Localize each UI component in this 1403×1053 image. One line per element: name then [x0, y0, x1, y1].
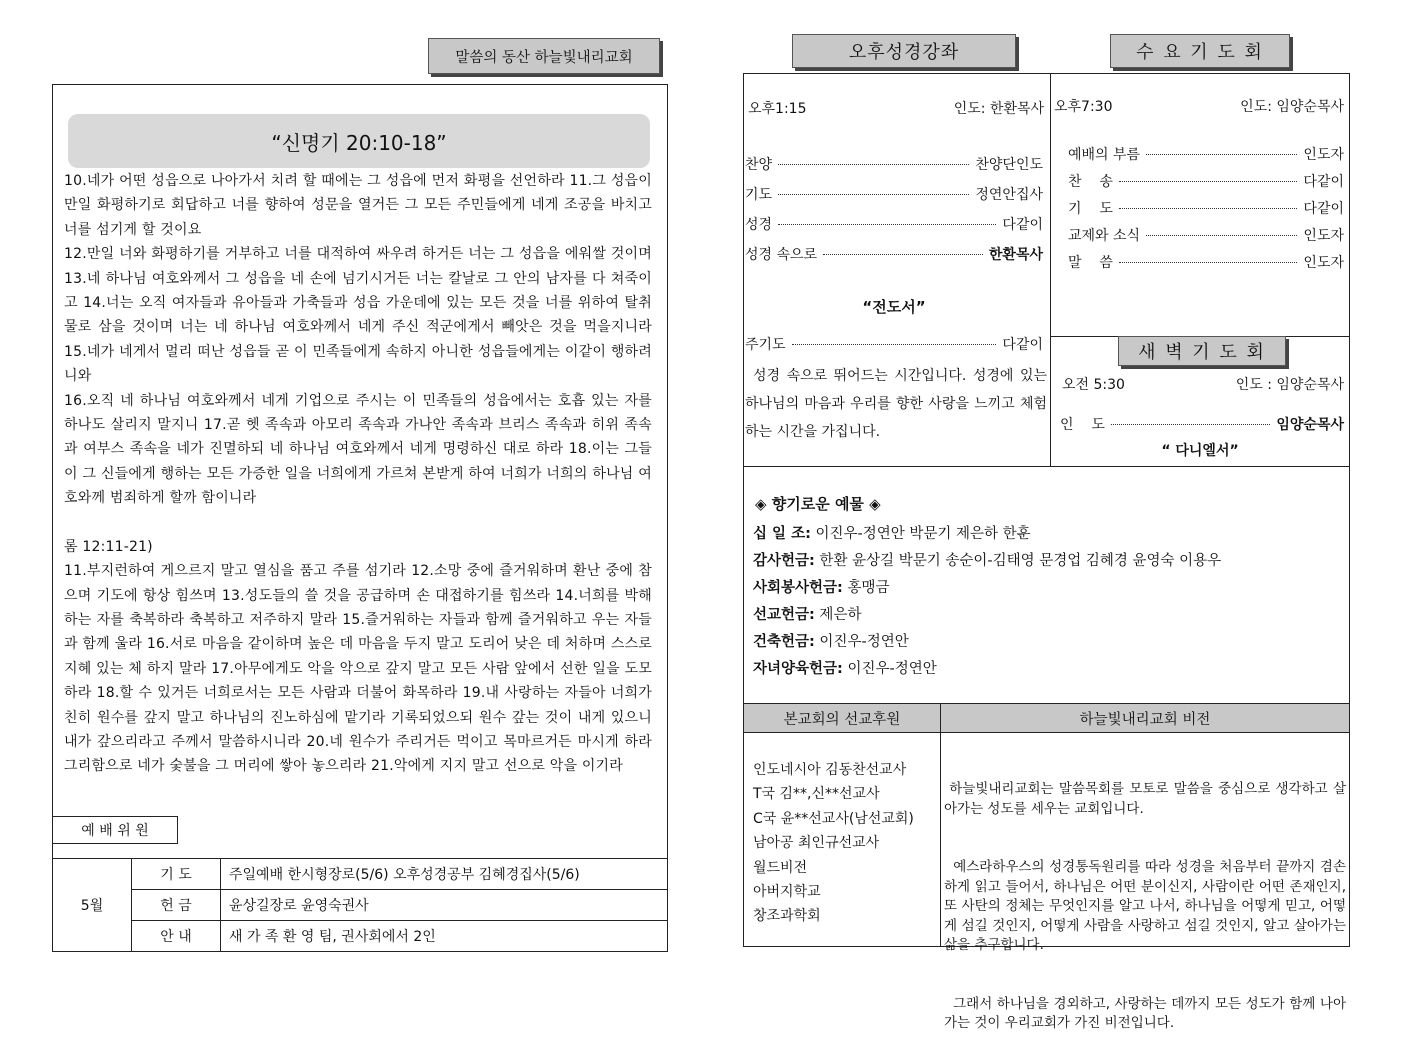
romans-text: 11.부지런하여 게으르지 말고 열심을 품고 주를 섬기라 12.소망 중에 즐거워하며 환난 중에 참으며 기도에 항상 힘쓰며 13.성도들의 쓸 것을 공급하며 손 대접하기를 힘쓰라 14.너희를 박해하는 자를 축복하라 축복하고 저주하지 말라 15.즐거워하는 자들과 함께 즐거워하고 우는 자들과 함께 울라 16.서로 마음을 같이하며 높은 데 마음을 두지 말고 도리어 낮은 데 처하며 스스로 지혜 있는 체 하지 말라 17.아무에게도 악을 악으로 갚지 말고 모든 사람 앞에서 선한 일을 도모하라 18.할 수 있거든 너희로서는 모든 사람과 더불어 화목하라 19.내 사랑하는 자들아 너희가 친히 원수를 갚지 말고 하나님의 진노하심에 맡기라 기록되었으되 원수 갚는 것이 내게 있으니 내가 갚으리라고 주께서 말씀하시니라 20.네 원수가 주리거든 먹이고 목마르거든 마시게 하라 그리함으로 네가 숯불을 그 머리에 쌓아 놓으리라 21.악에게 지지 말고 선으로 악을 이기라: [64, 563, 652, 775]
role-cell: 헌 금: [132, 890, 221, 921]
list-item: C국 윤**선교사(남선교회): [753, 810, 914, 827]
order-item: 성경 속으로 한환목사: [745, 247, 1043, 263]
wednesday-leader: 인도: 임양순목사: [1240, 99, 1344, 115]
offerings-title: ◈ 향기로운 예물 ◈: [755, 495, 881, 513]
value-cell: 윤상길장로 윤영숙권사: [221, 890, 668, 921]
list-item: 창조과학회: [753, 908, 821, 925]
order-item: 찬 송 다같이: [1068, 174, 1344, 190]
passage-1: 10.네가 어떤 성읍으로 나아가서 치려 할 때에는 그 성읍에 먼저 화평을 선언하라 11.그 성읍이 만일 화평하기로 회답하고 너를 향하여 성문을 열거든 그 모든 주민들에게 네게 조공을 바치고 너를 섬기게 할 것이요: [64, 173, 652, 238]
afternoon-description: 성경 속으로 뛰어드는 시간입니다. 성경에 있는 하나님의 마음과 우리를 향한 사랑을 느끼고 체험하는 시간을 가집니다.: [745, 368, 1047, 440]
value-cell: 주일예배 한시형장로(5/6) 오후성경공부 김혜경집사(5/6): [221, 859, 668, 890]
order-item: 찬양 찬양단인도: [745, 157, 1043, 173]
vision-header: 하늘빛내리교회 비전: [940, 703, 1350, 733]
dawn-leader: 인도 : 임양순목사: [1235, 377, 1344, 393]
vision-paragraph: 하늘빛내리교회는 말씀목회를 모토로 말씀을 중심으로 생각하고 살아가는 성도를 세우는 교회입니다.: [944, 781, 1346, 817]
scripture-text: [64, 169, 652, 779]
passage-2: 12.만일 너와 화평하기를 거부하고 너를 대적하여 싸우려 하거든 너는 그 성읍을 에워쌀 것이며 13.네 하나님 여호와께서 그 성읍을 네 손에 넘기시거든 너는 칼날로 그 안의 남자를 다 쳐죽이고 14.너는 오직 여자들과 유아들과 가축들과 성읍 가운데에 있는 모든 것을 너를 위하여 탈취물로 삼을 것이며 너는 네 하나님 여호와께서 네게 주신 적군에게서 빼앗은 것을 먹을지니라 15.네가 네게서 멀리 떠난 성읍들 곧 이 민족들에게 속하지 아니한 성읍들에게는 이같이 행하려니와: [64, 246, 652, 385]
dawn-time: 오전 5:30: [1062, 377, 1125, 393]
afternoon-book: “전도서”: [862, 298, 926, 316]
wednesday-time-row: [1054, 96, 1344, 116]
wednesday-order: [1068, 144, 1344, 279]
afternoon-time: 오후1:15: [748, 101, 807, 117]
offering-line: 감사헌금: 한환 윤상길 박문기 송순이-김태영 문경업 김혜경 윤영숙 이용우: [753, 553, 1222, 569]
dawn-prayer-header: 새 벽 기 도 회: [1118, 336, 1286, 366]
missions-header: 본교회의 선교후원: [743, 703, 941, 733]
order-item: 예배의 부름 인도자: [1068, 147, 1344, 163]
offering-line: 사회봉사헌금: 홍맹금: [753, 580, 890, 596]
dawn-time-row: [1062, 374, 1344, 394]
order-item: 기 도 다같이: [1068, 201, 1344, 217]
table-row: [53, 890, 668, 921]
panel-divider: [1050, 73, 1051, 467]
afternoon-order: [745, 154, 1043, 274]
dawn-order: 인 도 임양순목사: [1060, 417, 1344, 433]
list-item: 남아공 최인규선교사: [753, 835, 880, 852]
offering-line: 십 일 조: 이진우-정연안 박문기 제은하 한훈: [753, 526, 1031, 542]
table-row: [53, 921, 668, 952]
worship-committee-table: [52, 858, 668, 952]
order-item: 말 씀 인도자: [1068, 255, 1344, 271]
afternoon-bible-header: 오후성경강좌: [792, 34, 1016, 68]
afternoon-time-row: [748, 98, 1044, 118]
church-banner: 말씀의 동산 하늘빛내리교회: [428, 38, 660, 74]
vision-text: [944, 741, 1351, 1053]
dawn-book: “ 다니엘서”: [1161, 443, 1239, 459]
passage-3: 16.오직 네 하나님 여호와께서 네게 기업으로 주시는 이 민족들의 성읍에서는 호흡 있는 자를 하나도 살리지 말지니 17.곧 헷 족속과 아모리 족속과 가나안 족속과 브리스 족속과 히위 족속과 여부스 족속을 네가 진멸하되 네 하나님 여호와께서 네게 명령하신 대로 하라 18.이는 그들이 그 신들에게 행하는 모든 가증한 일을 너희에게 가르쳐 본받게 하여 너희가 너희의 하나님 여호와께 범죄하게 할까 함이니라: [64, 392, 652, 507]
vision-paragraph: 예스라하우스의 성경통독원리를 따라 성경을 처음부터 끝까지 겸손하게 읽고 들어서, 하나님은 어떤 분이신지, 사람이란 어떤 존재인지, 또 사탄의 정체는 무엇인지를 알고 나서, 하나님을 어떻게 믿고, 어떻게 섬길 것인지, 어떻게 사람을 사랑하고 섬길 것인지, 알고 살아가는 삶을 추구합니다.: [944, 859, 1351, 953]
offering-line: 선교헌금: 제은하: [753, 607, 862, 623]
offering-line: 자녀양육헌금: 이진우-정연안: [753, 661, 937, 677]
value-cell: 새 가 족 환 영 팀, 권사회에서 2인: [221, 921, 668, 952]
romans-reference: 롬 12:11-21): [64, 538, 153, 555]
list-item: 월드비전: [753, 859, 808, 876]
worship-committee-label: 예 배 위 원: [52, 816, 178, 844]
afternoon-leader: 인도: 한환목사: [953, 101, 1044, 117]
order-item: 성경 다같이: [745, 217, 1043, 233]
scripture-title: “신명기 20:10-18”: [68, 114, 650, 168]
role-cell: 안 내: [132, 921, 221, 952]
list-item: T국 김**,신**선교사: [753, 786, 880, 803]
order-item: 기도 정연안집사: [745, 187, 1043, 203]
month-cell: 5월: [53, 859, 132, 952]
vision-paragraph: 그래서 하나님을 경외하고, 사랑하는 데까지 모든 성도가 함께 나아가는 것이 우리교회가 가진 비전입니다.: [944, 995, 1346, 1031]
wednesday-prayer-header: 수 요 기 도 회: [1110, 34, 1290, 68]
missions-list: [753, 758, 914, 929]
afternoon-closing: 주기도 다같이: [745, 337, 1043, 353]
order-item: 교제와 소식 인도자: [1068, 228, 1344, 244]
wednesday-time: 오후7:30: [1054, 99, 1113, 115]
role-cell: 기 도: [132, 859, 221, 890]
table-row: [53, 859, 668, 890]
list-item: 아버지학교: [753, 884, 821, 901]
offering-line: 건축헌금: 이진우-정연안: [753, 634, 909, 650]
list-item: 인도네시아 김동찬선교사: [753, 762, 907, 778]
